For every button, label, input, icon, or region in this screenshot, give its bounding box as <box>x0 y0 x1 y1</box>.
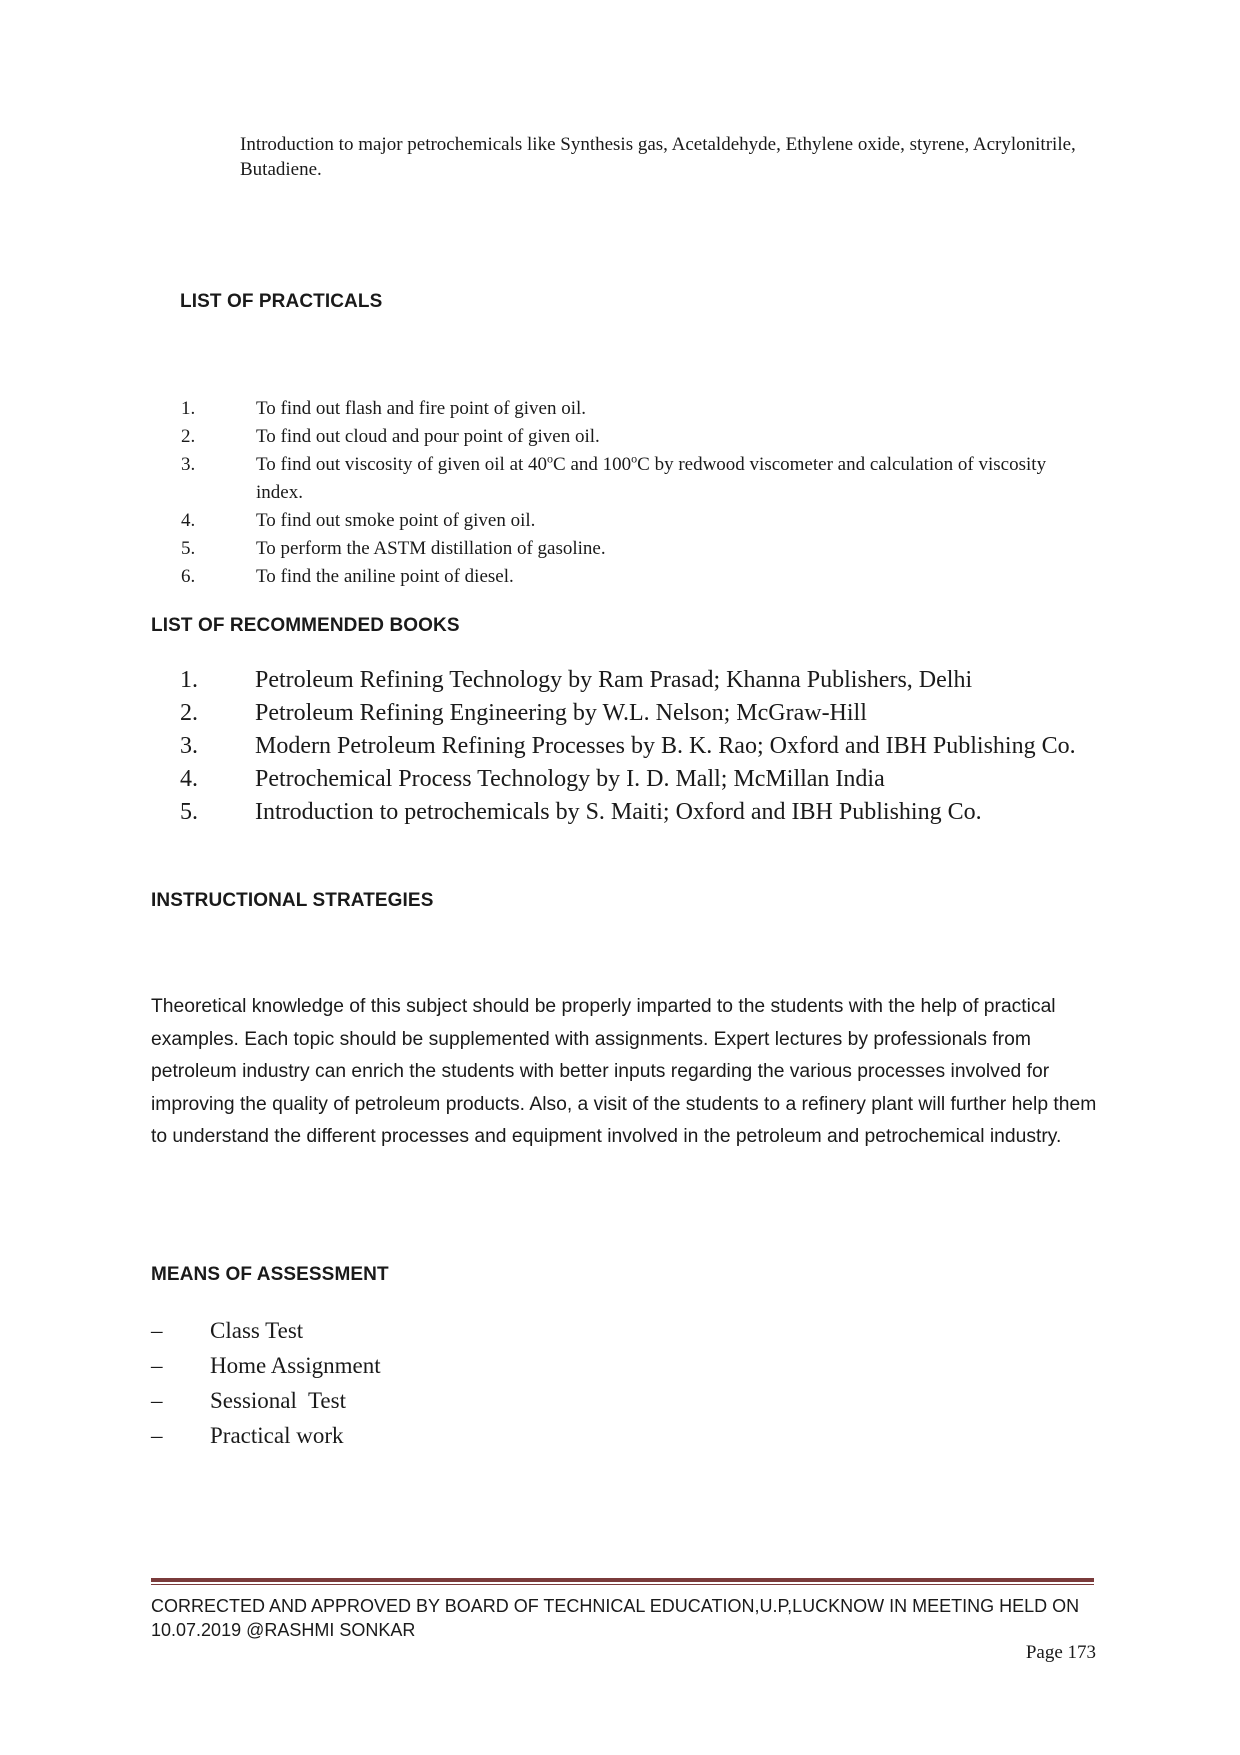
item-number: 3. <box>180 733 198 759</box>
item-text: Modern Petroleum Refining Processes by B. K. Rao; Oxford and IBH Publishing Co. <box>255 733 1076 759</box>
item-text: Class Test <box>210 1318 304 1343</box>
footer-divider-thin <box>151 1584 1094 1585</box>
strategies-heading: INSTRUCTIONAL STRATEGIES <box>151 890 434 911</box>
item-number: 4. <box>181 510 196 531</box>
item-text: Sessional Test <box>210 1388 346 1413</box>
item-number: 4. <box>180 766 198 792</box>
item-text: To find out cloud and pour point of given oil. <box>256 426 600 447</box>
item-text: Petroleum Refining Technology by Ram Prasad; Khanna Publishers, Delhi <box>255 667 973 693</box>
item-number: 3. <box>181 454 196 475</box>
list-item <box>180 730 1085 763</box>
books-heading: LIST OF RECOMMENDED BOOKS <box>151 615 460 636</box>
list-item <box>151 1348 381 1383</box>
list-item <box>180 697 1085 730</box>
list-item <box>181 423 1071 451</box>
list-item <box>180 664 1085 697</box>
item-text: Practical work <box>210 1423 344 1448</box>
item-text: To perform the ASTM distillation of gasoline. <box>256 538 606 559</box>
item-number: 1. <box>181 398 196 419</box>
item-text: To find out flash and fire point of given oil. <box>256 398 587 419</box>
degree-superscript: o <box>631 451 638 466</box>
page-number: Page 173 <box>1025 1642 1096 1663</box>
item-text: Petrochemical Process Technology by I. D. Mall; McMillan India <box>255 766 885 792</box>
assessment-heading: MEANS OF ASSESSMENT <box>151 1264 389 1285</box>
list-item <box>151 1313 381 1348</box>
list-item <box>180 763 1085 796</box>
item-text: Petroleum Refining Engineering by W.L. Nelson; McGraw-Hill <box>255 700 867 726</box>
list-item <box>181 535 1071 563</box>
intro-paragraph: Introduction to major petrochemicals like Synthesis gas, Acetaldehyde, Ethylene oxide, styrene, Acrylonitrile, Butadiene. <box>240 134 1076 180</box>
list-item <box>180 796 1085 829</box>
list-item <box>181 507 1071 535</box>
degree-superscript: o <box>547 451 554 466</box>
dash-bullet: – <box>151 1423 163 1448</box>
item-number: 5. <box>181 538 196 559</box>
dash-bullet: – <box>151 1353 163 1378</box>
list-item <box>181 395 1071 423</box>
assessment-list <box>151 1313 381 1453</box>
dash-bullet: – <box>151 1318 163 1343</box>
item-text: To find out smoke point of given oil. <box>256 510 536 531</box>
item-text-part: C and 100 <box>553 454 632 475</box>
list-item <box>151 1418 381 1453</box>
list-item <box>181 563 1071 591</box>
dash-bullet: – <box>151 1388 163 1413</box>
item-text-part: C by redwood viscometer and calculation of viscosity index. <box>256 454 1047 503</box>
footer-note: CORRECTED AND APPROVED BY BOARD OF TECHNICAL EDUCATION,U.P,LUCKNOW IN MEETING HELD ON 10.07.2019 @RASHMI SONKAR <box>151 1596 1080 1640</box>
item-text: Introduction to petrochemicals by S. Maiti; Oxford and IBH Publishing Co. <box>255 799 982 825</box>
list-item <box>181 451 1071 507</box>
practicals-heading: LIST OF PRACTICALS <box>180 291 383 312</box>
strategies-paragraph: Theoretical knowledge of this subject should be properly imparted to the students with the help of practical examples. Each topic should be supplemented with assignments. Expert lectures by professionals from petroleum industry can enrich the students with better inputs regarding the various processes involved for improving the quality of petroleum products. Also, a visit of the students to a refinery plant will further help them to understand the different processes and equipment involved in the petroleum and petrochemical industry. <box>151 996 1097 1147</box>
books-list <box>180 664 1085 829</box>
item-text: Home Assignment <box>210 1353 381 1378</box>
item-text-part: To find out viscosity of given oil at 40 <box>256 454 548 475</box>
item-text: To find the aniline point of diesel. <box>256 566 514 587</box>
item-number: 1. <box>180 667 198 693</box>
practicals-list <box>181 395 1071 591</box>
item-number: 6. <box>181 566 196 587</box>
item-number: 5. <box>180 799 198 825</box>
item-number: 2. <box>180 700 198 726</box>
footer-divider <box>151 1578 1094 1582</box>
list-item <box>151 1383 381 1418</box>
item-number: 2. <box>181 426 196 447</box>
